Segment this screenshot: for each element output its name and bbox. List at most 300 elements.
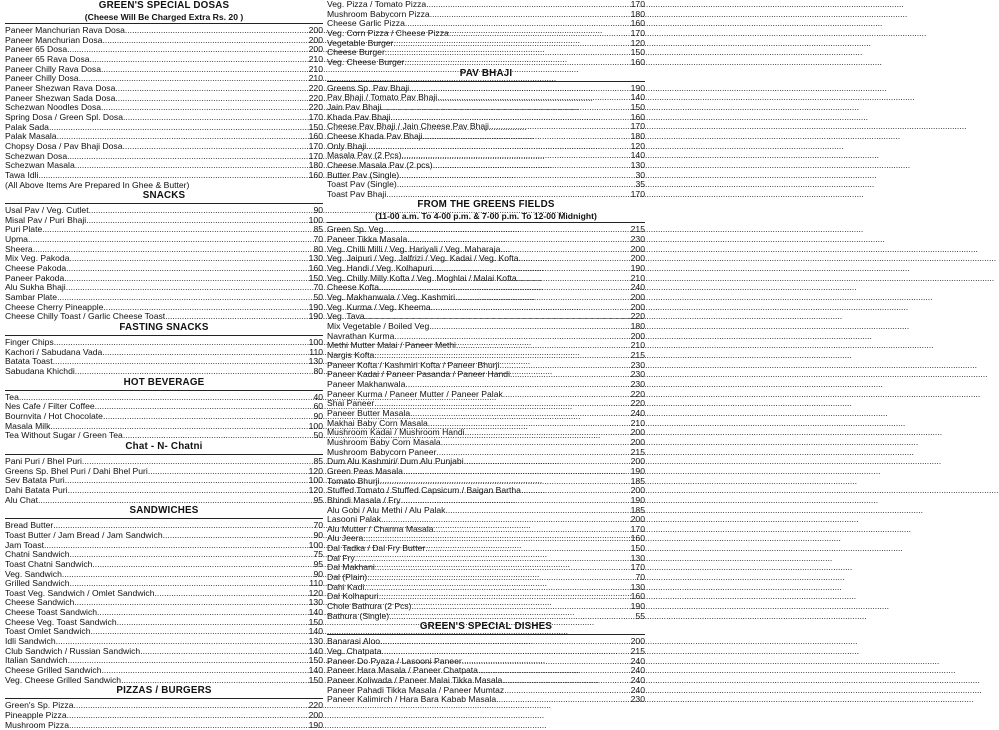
menu-item-name: Green Peas Masala <box>327 465 403 476</box>
menu-item-price: 240 <box>630 684 645 695</box>
menu-item-price: 185 <box>630 475 645 486</box>
menu-item-row <box>327 695 645 705</box>
menu-item-name: Paneer 65 Dosa <box>5 44 68 55</box>
menu-item-name: Stuffed Tomato / Stuffed Capsicum / Baigan Bartha <box>327 485 521 496</box>
menu-item-price: 190 <box>308 719 323 730</box>
menu-item-name: Alu Chat <box>5 494 38 505</box>
menu-item-price: 90 <box>313 205 323 216</box>
menu-item-name: Paneer Chilly Dosa <box>5 73 79 84</box>
menu-item-name: Chatni Sandwich <box>5 549 70 560</box>
section-title: Chat - N- Chatni <box>125 440 203 452</box>
section-divider <box>5 203 323 204</box>
menu-item-price: 200 <box>630 456 645 467</box>
menu-item-price: 180 <box>308 160 323 171</box>
section-title: FASTING SNACKS <box>119 322 209 334</box>
menu-item-name: Cheese Khada Pav Bhaji <box>327 130 423 141</box>
section-subtitle: (Cheese Will Be Charged Extra Rs. 20 ) <box>84 12 244 22</box>
menu-item-price: 170 <box>630 188 645 199</box>
menu-item-price: 160 <box>630 591 645 602</box>
menu-item-name: Toast Pav (Single) <box>327 179 397 190</box>
menu-item-name: Makhai Baby Corn Masala <box>327 417 428 428</box>
section-divider <box>327 222 645 223</box>
menu-item-name: Mushroom Babycorn Paneer <box>327 446 437 457</box>
menu-item-price: 140 <box>308 645 323 656</box>
menu-item-row <box>327 612 645 622</box>
dot-leader <box>386 190 630 200</box>
menu-item-name: Dal Makhani <box>327 562 375 573</box>
menu-item-price: 240 <box>630 665 645 676</box>
menu-item-price: 95 <box>313 494 323 505</box>
section-divider <box>327 634 645 635</box>
menu-item-price: 190 <box>630 494 645 505</box>
menu-item-price: 150 <box>630 47 645 58</box>
menu-item-name: Paneer Chilly Rava Dosa <box>5 63 102 74</box>
menu-section-right-continued <box>327 0 645 68</box>
menu-item-name: Green Sp. Veg. <box>327 224 386 235</box>
section-divider <box>5 454 323 455</box>
menu-item-price: 130 <box>308 356 323 367</box>
menu-item-price: 200 <box>630 243 645 254</box>
menu-item-name: Paneer Shezwan Rava Dosa <box>5 82 116 93</box>
menu-item-name: Batata Toast <box>5 356 53 367</box>
menu-item-price: 130 <box>630 552 645 563</box>
menu-item-price: 220 <box>308 700 323 711</box>
menu-item-price: 220 <box>308 92 323 103</box>
menu-item-name: Pav Bhaji / Tomato Pav Bhaji <box>327 92 438 103</box>
menu-item-name: Sabudana Khichdi <box>5 366 75 376</box>
menu-item-name: Lasooni Palak <box>327 514 381 525</box>
menu-item-name: Vegetable Burger <box>327 37 394 48</box>
menu-item-name: Dal Fry <box>327 552 355 563</box>
menu-item-name: Palak Masala <box>5 131 57 142</box>
menu-item-price: 70 <box>313 520 323 531</box>
menu-item-price: 100 <box>308 475 323 486</box>
menu-item-price: 160 <box>630 18 645 29</box>
menu-item-name: Mushroom Baby Corn Masala <box>327 436 441 447</box>
menu-item-name: Alu Jeera <box>327 533 364 544</box>
menu-item-name: Toast Pav Bhaji <box>327 188 387 199</box>
menu-item-price: 170 <box>630 121 645 132</box>
menu-item-name: Methi Mutter Malai / Paneer Methi <box>327 340 456 351</box>
menu-item-name: Cheese Masala Pav (2 pcs) <box>327 159 433 170</box>
section-title: GREEN'S SPECIAL DISHES <box>419 621 553 633</box>
menu-item-price: 230 <box>630 359 645 370</box>
menu-item-row <box>327 58 645 68</box>
menu-item-price: 100 <box>308 214 323 225</box>
menu-item-price: 100 <box>308 420 323 431</box>
menu-item-name: Veg. Handi / Veg. Kolhapuri <box>327 263 433 274</box>
menu-item-name: Bathura (Single) <box>327 610 390 621</box>
menu-item-price: 210 <box>308 63 323 74</box>
menu-section-chat-n-chatni <box>5 441 323 505</box>
menu-item-price: 190 <box>630 465 645 476</box>
menu-column-right <box>327 0 645 705</box>
menu-item-price: 210 <box>630 272 645 283</box>
menu-item-name: Paneer Makhanwala <box>327 378 406 389</box>
menu-item-price: 90 <box>313 568 323 579</box>
menu-item-name: Only Bhaji <box>327 140 367 151</box>
menu-item-name: Cheese Grilled Sandwich <box>5 665 102 676</box>
menu-item-price: 230 <box>630 378 645 389</box>
menu-item-price: 220 <box>630 311 645 322</box>
menu-item-name: Jam Toast <box>5 539 45 550</box>
menu-item-name: Veg. Makhanwala / Veg. Kashmiri <box>327 292 456 303</box>
menu-item-name: Idli Sandwich <box>5 636 56 647</box>
menu-item-price: 40 <box>313 391 323 402</box>
menu-item-price: 90 <box>313 529 323 540</box>
menu-item-price: 120 <box>308 484 323 495</box>
menu-item-name: Bournvita / Hot Chocolate <box>5 410 103 421</box>
menu-item-name: Greens Sp. Bhel Puri / Dahi Bhel Puri <box>5 465 148 476</box>
menu-item-price: 210 <box>630 417 645 428</box>
menu-item-name: Kachori / Sabudana Vada <box>5 346 103 357</box>
menu-item-name: Tawa Idli <box>5 169 39 180</box>
menu-item-price: 180 <box>630 321 645 332</box>
menu-item-price: 185 <box>630 504 645 515</box>
menu-item-price: 200 <box>308 44 323 55</box>
menu-item-price: 50 <box>313 430 323 441</box>
section-title: FROM THE GREENS FIELDS <box>417 199 555 211</box>
menu-item-name: Puri Plate <box>5 224 43 235</box>
menu-item-name: Nargis Kofta <box>327 350 375 360</box>
menu-section-pav-bhaji <box>327 68 645 200</box>
menu-item-price: 230 <box>630 694 645 705</box>
menu-item-price: 160 <box>308 263 323 274</box>
section-subtitle: (11-00 a.m. To 4-00 p.m. & 7-00 p.m. To 12-00 Midnight) <box>375 211 597 222</box>
menu-item-price: 140 <box>630 150 645 161</box>
menu-section-green-s-special-dosas <box>5 0 323 190</box>
menu-item-name: Sambar Plate <box>5 292 58 303</box>
menu-item-price: 200 <box>630 436 645 447</box>
menu-item-row <box>5 367 323 377</box>
menu-item-name: Schezwan Masala <box>5 160 75 171</box>
menu-item-price: 215 <box>630 446 645 457</box>
menu-item-price: 110 <box>309 578 323 589</box>
menu-item-name: Cheese Kofta <box>327 282 380 293</box>
menu-item-name: Sheera <box>5 243 33 254</box>
menu-item-name: Mix Veg. Pakoda <box>5 253 70 264</box>
menu-item-name: Veg. Cheese Grilled Sandwich <box>5 674 122 685</box>
menu-item-price: 150 <box>308 655 323 666</box>
menu-item-name: Nes Cafe / Filter Coffee <box>5 401 95 412</box>
menu-item-name: Green's Sp. Pizza <box>5 700 74 711</box>
dot-leader <box>165 312 308 322</box>
menu-item-price: 170 <box>630 0 645 9</box>
menu-item-price: 140 <box>308 626 323 637</box>
dot-leader <box>75 367 314 377</box>
menu-item-price: 215 <box>630 646 645 657</box>
menu-item-name: Veg. Sandwich <box>5 568 62 579</box>
menu-item-price: 120 <box>308 465 323 476</box>
menu-item-name: Paneer Manchurian Rava Dosa <box>5 25 125 35</box>
menu-item-name: Toast Chatni Sandwich <box>5 558 93 569</box>
menu-item-price: 160 <box>630 111 645 122</box>
menu-item-price: 70 <box>313 234 323 245</box>
menu-item-name: Paneer Pahadi Tikka Masala / Paneer Mumtaz <box>327 684 505 695</box>
section-divider <box>5 335 323 336</box>
menu-item-name: Shai Paneer <box>327 398 375 409</box>
menu-item-price: 80 <box>313 243 323 254</box>
section-title: HOT BEVERAGE <box>123 376 205 388</box>
menu-item-row <box>5 676 323 686</box>
menu-item-name: Dal Kolhapuri <box>327 591 379 602</box>
menu-item-name: Greens Sp. Pav Bhaji <box>327 82 410 93</box>
section-title: PIZZAS / BURGERS <box>116 685 212 697</box>
menu-item-name: Cheese Garlic Pizza <box>327 18 405 29</box>
menu-section-green-s-special-dishes <box>327 621 645 705</box>
menu-item-price: 110 <box>309 346 323 357</box>
menu-item-name: Toast Omlet Sandwich <box>5 626 91 637</box>
menu-item-name: Veg. Cheese Burger <box>327 56 405 67</box>
menu-item-price: 215 <box>630 224 645 235</box>
menu-item-price: 200 <box>308 710 323 721</box>
menu-item-name: Mushroom Babycorn Pizza <box>327 8 430 19</box>
menu-item-name: Palak Sada <box>5 121 49 132</box>
menu-item-price: 150 <box>630 543 645 554</box>
menu-item-price: 215 <box>630 350 645 360</box>
menu-item-name: Cheese Cherry Pineapple <box>5 301 104 312</box>
menu-item-price: 150 <box>308 121 323 132</box>
menu-item-name: Veg. Tava <box>327 311 365 322</box>
menu-item-price: 170 <box>308 150 323 161</box>
menu-item-name: Veg. Chilli Milli / Veg. Hariyali / Veg. Maharaja <box>327 243 501 254</box>
menu-item-price: 100 <box>308 539 323 550</box>
menu-section-hot-beverage <box>5 377 323 441</box>
dot-leader <box>69 721 309 730</box>
menu-item-name: Dahi Batata Puri <box>5 484 68 495</box>
menu-item-row <box>327 190 645 200</box>
menu-item-price: 75 <box>313 549 323 560</box>
menu-section-fasting-snacks <box>5 322 323 377</box>
section-note: (All Above Items Are Prepared In Ghee & Butter) <box>5 179 190 190</box>
menu-item-name: Misal Pav / Puri Bhaji <box>5 214 87 225</box>
menu-item-name: Bread Butter <box>5 520 54 531</box>
menu-item-price: 160 <box>308 131 323 142</box>
menu-item-name: Schezwan Noodles Dosa <box>5 102 102 113</box>
menu-item-name: Tea <box>5 391 19 402</box>
menu-item-price: 150 <box>308 616 323 627</box>
menu-item-name: Tomato Bhurji <box>327 475 380 486</box>
menu-item-name: Veg. Jaipuri / Veg. Jalfrizi / Veg. Kadai / Veg. Kofta <box>327 253 519 264</box>
menu-item-price: 200 <box>308 25 323 35</box>
menu-item-name: Masala Pav (2 Pcs) <box>327 150 402 161</box>
menu-item-name: Veg. Corn Pizza / Cheese Pizza <box>327 27 449 38</box>
menu-item-price: 240 <box>630 282 645 293</box>
menu-item-name: Banarasi Aloo <box>327 636 381 647</box>
menu-item-name: Paneer Kadai / Paneer Pasanda / Paneer Handi <box>327 369 510 380</box>
menu-item-name: Sev Batata Puri <box>5 475 65 486</box>
menu-item-name: Toast Butter / Jam Bread / Jam Sandwich <box>5 529 163 540</box>
menu-item-price: 70 <box>635 572 645 583</box>
menu-item-name: Mix Vegetable / Boiled Veg. <box>327 321 432 332</box>
section-divider <box>327 81 645 82</box>
menu-item-price: 210 <box>308 53 323 64</box>
menu-item-price: 190 <box>630 82 645 93</box>
menu-item-price: 200 <box>630 330 645 341</box>
menu-item-name: Masala Milk <box>5 420 51 431</box>
menu-item-price: 100 <box>308 337 323 348</box>
menu-item-name: Usal Pav / Veg. Cutlet <box>5 205 89 216</box>
menu-section-from-the-greens-fields <box>327 199 645 621</box>
menu-item-price: 160 <box>630 56 645 67</box>
menu-item-price: 240 <box>630 407 645 418</box>
menu-item-price: 200 <box>630 301 645 312</box>
menu-item-name: Butter Pav (Single) <box>327 169 400 180</box>
menu-section-sandwiches <box>5 505 323 685</box>
section-title: PAV BHAJI <box>459 67 513 79</box>
menu-item-row <box>5 721 323 730</box>
menu-item-price: 160 <box>308 169 323 180</box>
section-divider <box>5 698 323 699</box>
menu-column-left <box>5 0 323 730</box>
menu-item-price: 200 <box>308 34 323 45</box>
menu-item-price: 60 <box>313 401 323 412</box>
menu-item-price: 190 <box>308 301 323 312</box>
menu-item-price: 170 <box>630 523 645 534</box>
menu-item-name: Pineapple Pizza <box>5 710 67 721</box>
menu-item-price: 190 <box>308 311 323 322</box>
menu-item-price: 200 <box>630 485 645 496</box>
menu-item-name: Toast Veg. Sandwich / Omlet Sandwich <box>5 587 155 598</box>
menu-item-price: 130 <box>630 159 645 170</box>
menu-item-name: Paneer 65 Rava Dosa <box>5 53 90 64</box>
menu-item-row <box>5 496 323 506</box>
menu-item-price: 140 <box>308 607 323 618</box>
dot-leader <box>38 496 313 506</box>
menu-item-price: 170 <box>308 140 323 151</box>
menu-item-price: 130 <box>308 253 323 264</box>
dot-leader <box>496 695 631 705</box>
menu-item-name: Cheese Chilly Toast / Garlic Cheese Toast <box>5 311 166 322</box>
menu-item-price: 220 <box>308 82 323 93</box>
menu-item-row <box>5 431 323 441</box>
menu-item-name: Dal Tadka / Dal Fry Butter <box>327 543 426 554</box>
menu-item-price: 150 <box>308 272 323 283</box>
menu-item-price: 80 <box>313 366 323 376</box>
menu-item-name: Paneer Kurma / Paneer Mutter / Paneer Palak <box>327 388 503 399</box>
menu-item-name: Mushroom Pizza <box>5 719 69 730</box>
menu-item-name: Finger Chips <box>5 337 54 348</box>
section-title: SANDWICHES <box>129 505 199 517</box>
menu-item-price: 150 <box>308 674 323 685</box>
menu-item-name: Mushroom Kadai / Mushroom Handi <box>327 427 465 438</box>
menu-item-price: 200 <box>630 253 645 264</box>
menu-item-name: Tea Without Sugar / Green Tea <box>5 430 123 441</box>
menu-item-price: 150 <box>630 101 645 112</box>
menu-item-price: 70 <box>313 282 323 293</box>
menu-item-price: 200 <box>630 427 645 438</box>
menu-item-name: Cheese Veg. Toast Sandwich <box>5 616 117 627</box>
menu-item-price: 200 <box>630 636 645 647</box>
menu-item-name: Paneer Butter Masala <box>327 407 411 418</box>
menu-item-price: 220 <box>308 102 323 113</box>
section-divider <box>5 390 323 391</box>
menu-item-price: 50 <box>313 292 323 303</box>
section-title: GREEN'S SPECIAL DOSAS <box>98 0 230 11</box>
menu-item-name: Chopsy Dosa / Pav Bhaji Dosa <box>5 140 123 151</box>
menu-item-name: Paneer Manchurian Dosa <box>5 34 103 45</box>
menu-item-name: Italian Sandwich <box>5 655 68 666</box>
dot-leader <box>121 676 309 686</box>
dot-leader <box>123 431 314 441</box>
menu-item-name: Cheese Burger <box>327 47 385 58</box>
menu-item-name: Alu Sukha Bhaji <box>5 282 66 293</box>
menu-item-name: Upma <box>5 234 28 245</box>
menu-item-name: Dal (Plain) <box>327 572 368 583</box>
menu-item-name: Khada Pav Bhaji <box>327 111 391 122</box>
menu-item-name: Veg. Kurma / Veg. Kheema <box>327 301 431 312</box>
menu-item-name: Alu Mutter / Channa Masala <box>327 523 434 534</box>
menu-item-name: Chole Bathura (2 Pcs) <box>327 601 412 612</box>
dot-leader <box>404 58 630 68</box>
menu-item-price: 140 <box>308 665 323 676</box>
menu-item-price: 85 <box>313 455 323 466</box>
menu-item-name: Paneer Koliwada / Paneer Malai Tikka Masala <box>327 675 503 685</box>
menu-item-name: Cheese Sandwich <box>5 597 75 608</box>
menu-item-price: 130 <box>308 636 323 647</box>
menu-item-price: 140 <box>630 92 645 103</box>
menu-item-price: 130 <box>630 581 645 592</box>
menu-item-price: 120 <box>308 587 323 598</box>
menu-item-price: 180 <box>630 8 645 19</box>
menu-item-price: 120 <box>630 140 645 151</box>
menu-item-price: 170 <box>630 562 645 573</box>
section-title: SNACKS <box>142 190 186 202</box>
menu-item-price: 170 <box>630 27 645 38</box>
menu-item-price: 90 <box>313 410 323 421</box>
menu-section-pizzas-burgers <box>5 685 323 730</box>
menu-item-name: Cheese Pav Bhaji / Jain Cheese Pav Bhaji <box>327 121 489 132</box>
menu-item-price: 130 <box>308 597 323 608</box>
menu-item-price: 230 <box>630 234 645 245</box>
menu-item-price: 180 <box>630 130 645 141</box>
menu-item-price: 200 <box>630 292 645 303</box>
menu-item-name: Paneer Hara Masala / Paneer Chatpata <box>327 665 478 676</box>
menu-item-price: 200 <box>630 514 645 525</box>
menu-item-price: 220 <box>630 398 645 409</box>
menu-item-price: 190 <box>630 601 645 612</box>
menu-item-price: 55 <box>635 610 645 621</box>
menu-item-name: Paneer Tikka Masala <box>327 234 408 245</box>
menu-item-name: Jain Pav Bhaji <box>327 101 382 112</box>
menu-item-name: Cheese Pakoda <box>5 263 67 274</box>
menu-item-price: 35 <box>635 179 645 190</box>
menu-item-price: 210 <box>308 73 323 84</box>
menu-item-price: 190 <box>630 263 645 274</box>
menu-item-price: 240 <box>630 675 645 685</box>
menu-item-name: Veg. Pizza / Tomato Pizza <box>327 0 427 9</box>
menu-item-name: Spring Dosa / Green Spl. Dosa <box>5 111 123 122</box>
menu-item-name: Paneer Kalimirch / Hara Bara Kabab Masala <box>327 694 497 705</box>
menu-item-price: 210 <box>630 340 645 351</box>
section-divider <box>5 23 323 24</box>
menu-item-price: 30 <box>635 169 645 180</box>
menu-item-price: 85 <box>313 224 323 235</box>
menu-item-name: Alu Gobi / Alu Methi / Alu Palak <box>327 504 446 515</box>
menu-item-name: Schezwan Dosa <box>5 150 68 161</box>
section-divider <box>5 518 323 519</box>
menu-item-name: Dahi Kadi <box>327 581 365 592</box>
menu-item-price: 160 <box>630 533 645 544</box>
menu-item-price: 170 <box>308 111 323 122</box>
menu-item-name: Dum Alu Kashmiri/ Dum Alu Punjabi <box>327 456 464 467</box>
menu-section-snacks <box>5 190 323 322</box>
menu-item-name: Bhindi Masala / Fry <box>327 494 401 505</box>
menu-item-name: Navrathan Kurma <box>327 330 395 341</box>
menu-item-price: 220 <box>630 388 645 399</box>
menu-item-row <box>5 312 323 322</box>
menu-item-name: Paneer Do Pyaza / Lasooni Paneer <box>327 655 462 666</box>
